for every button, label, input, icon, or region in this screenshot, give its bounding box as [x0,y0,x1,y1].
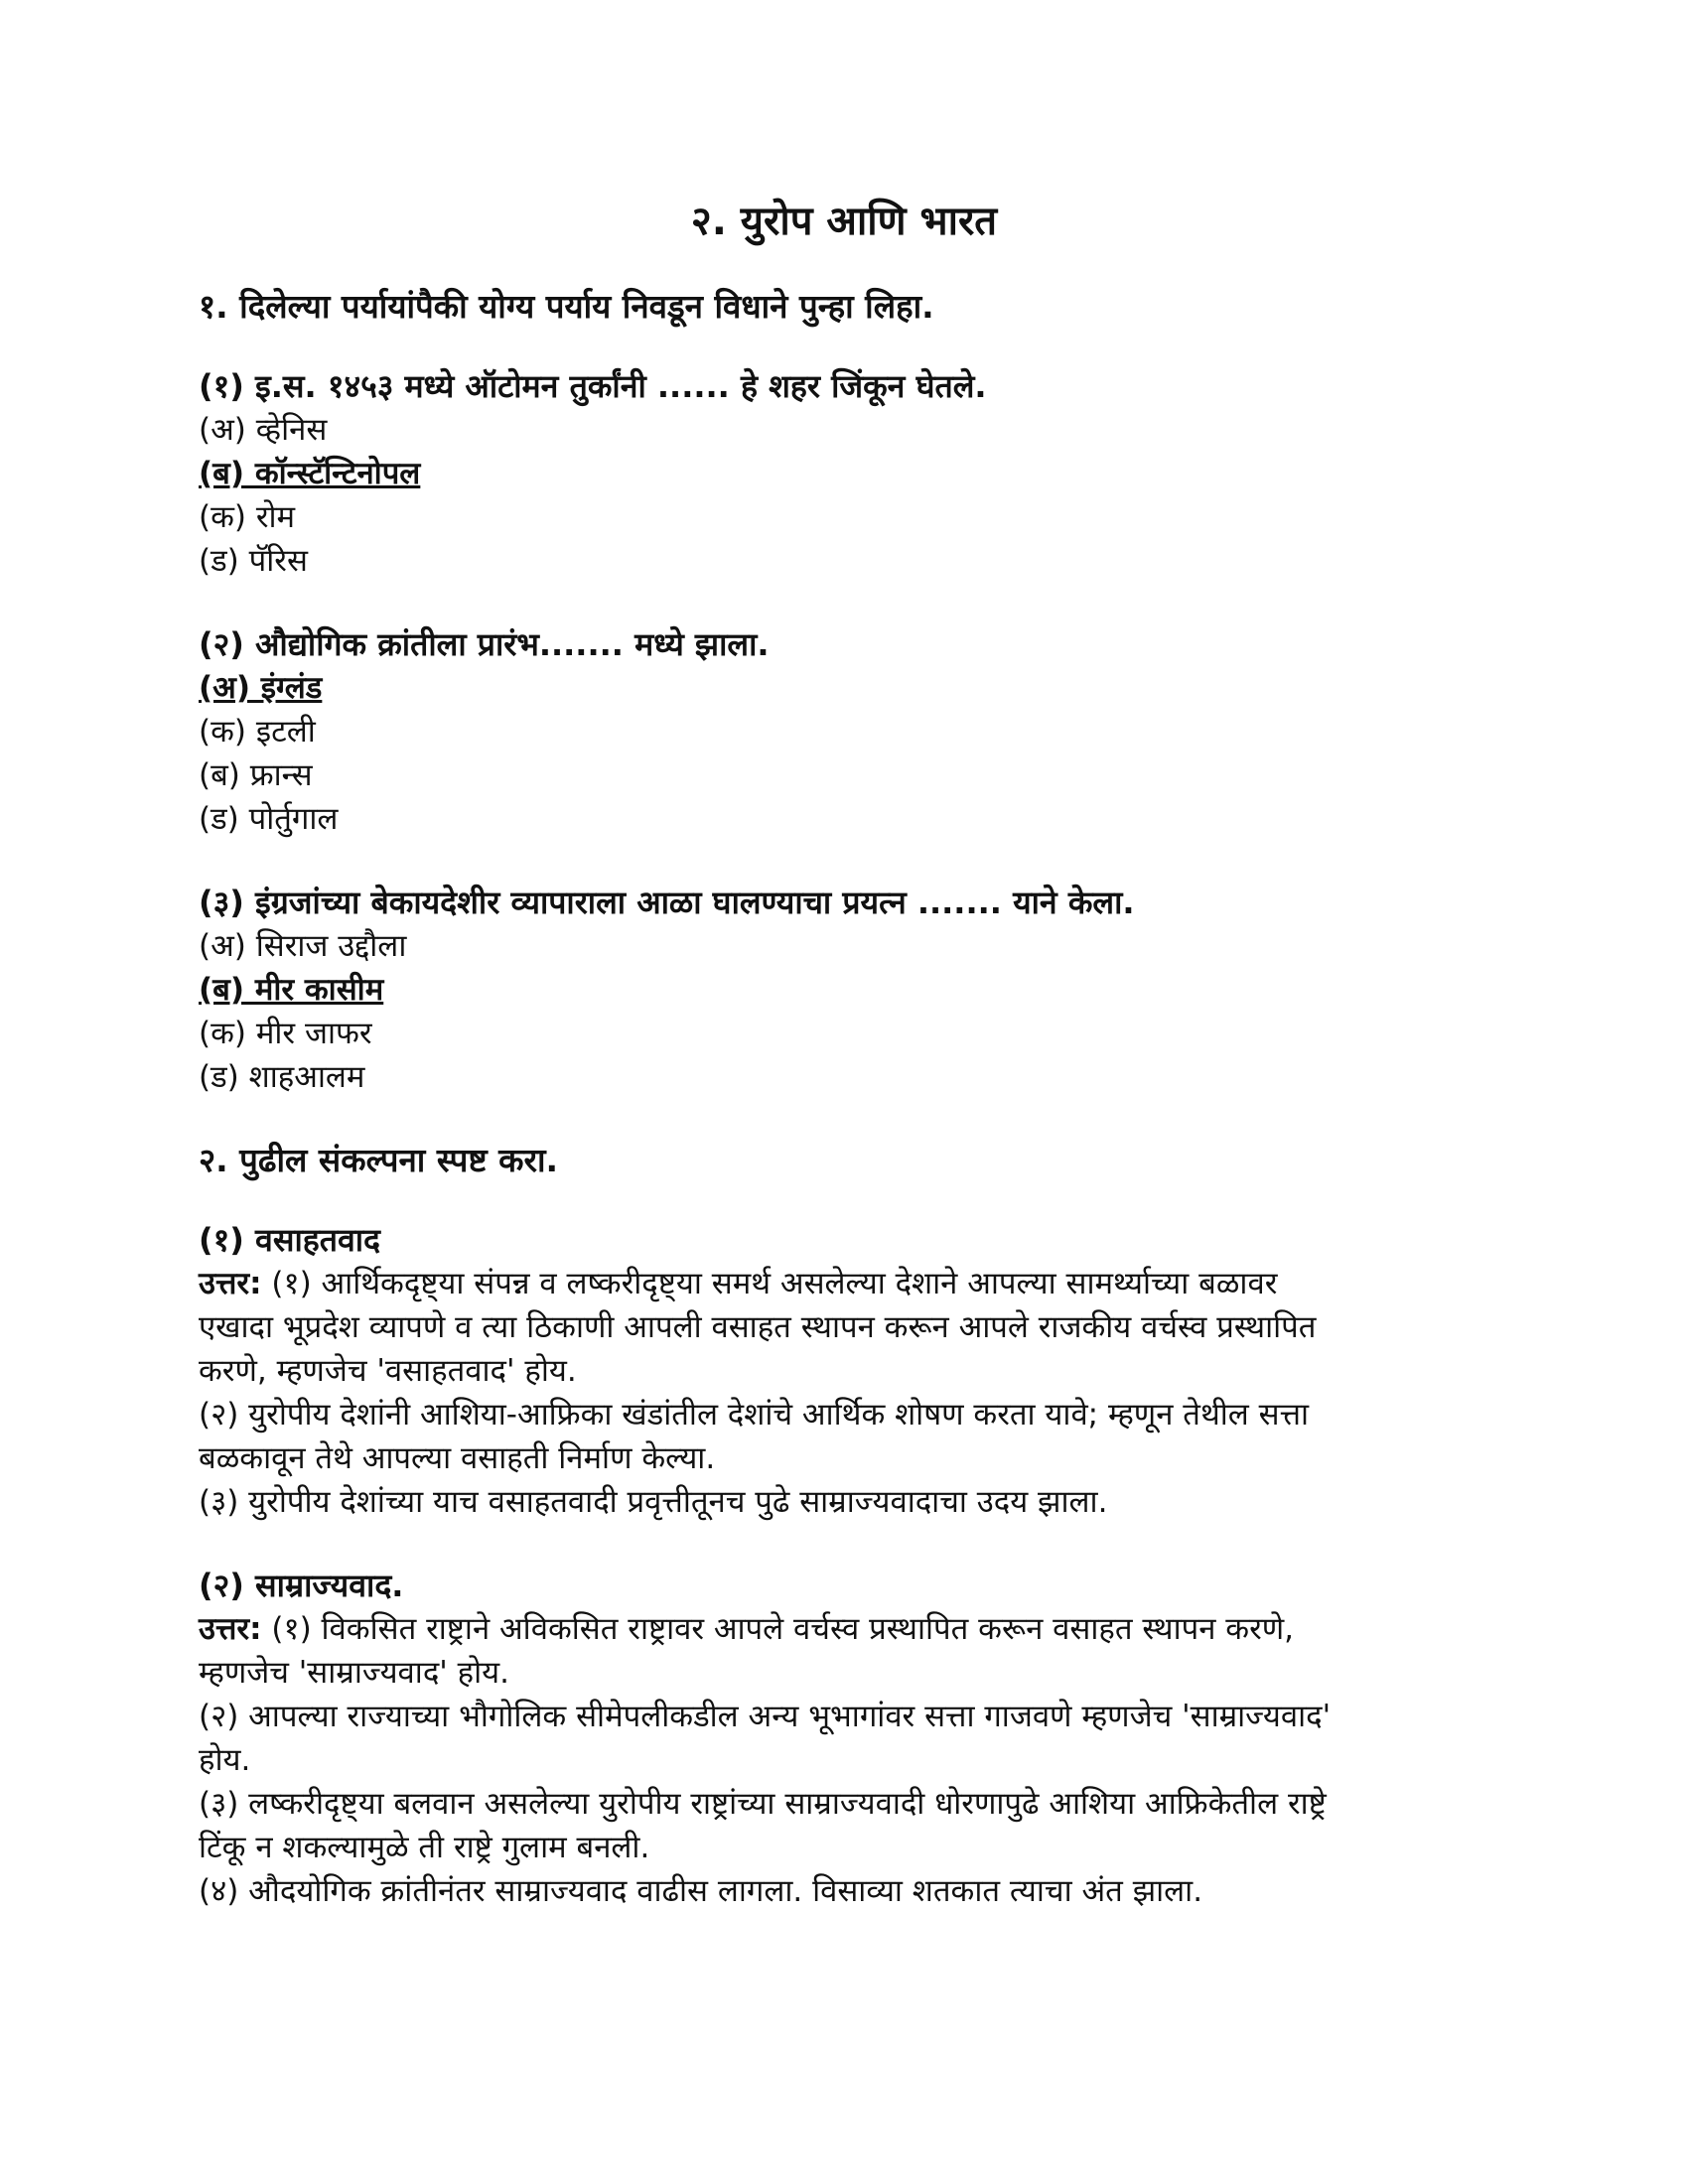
option-correct: (ब) कॉन्स्टॅन्टिनोपल [199,456,421,491]
answer-label: उत्तर: [199,1266,262,1301]
page-title: २. युरोप आणि भारत [690,199,998,244]
option-c: (क) मीर जाफर [199,1016,372,1051]
question-3 [199,881,1489,1099]
concept-title: (१) वसाहतवाद [199,1221,381,1259]
answer-text: (१) आर्थिकदृष्ट्या संपन्न व लष्करीदृष्ट्या समर्थ असलेल्या देशाने आपल्या सामर्थ्याच्या बळावर [261,1266,1278,1301]
question-text: (२) औद्योगिक क्रांतीला प्रारंभ....... मध्ये झाला. [199,625,770,663]
question-1 [199,364,1489,583]
option-a: (अ) सिराज उद्दौला [199,928,407,964]
option-correct: (अ) इंग्लंड [199,670,323,706]
answer-line: होय. [199,1742,251,1778]
answer-line: (२) युरोपीय देशांनी आशिया-आफ्रिका खंडांतील देशांचे आर्थिक शोषण करता यावे; म्हणून तेथील सत्ता [199,1397,1310,1433]
option-b: (ब) फ्रान्स [199,757,313,793]
question-text: (१) इ.स. १४५३ मध्ये ऑटोमन तुर्कांनी ...... हे शहर जिंकून घेतले. [199,367,987,405]
document-page [199,194,1489,1953]
section-heading: २. पुढील संकल्पना स्पष्ट करा. [199,1141,559,1179]
option-d: (ड) पोर्तुगाल [199,801,339,837]
option-d: (ड) शाहआलम [199,1059,365,1095]
section-concepts [199,1139,1489,1913]
section-heading: १. दिलेल्या पर्यायांपैकी योग्य पर्याय निवडून विधाने पुन्हा लिहा. [199,287,934,326]
answer-line: एखादा भूप्रदेश व्यापणे व त्या ठिकाणी आपली वसाहत स्थापन करून आपले राजकीय वर्चस्व प्रस्थापित [199,1309,1317,1345]
answer-line: टिंकू न शकल्यामुळे ती राष्ट्रे गुलाम बनली. [199,1830,650,1865]
answer-line: (४) औदयोगिक क्रांतीनंतर साम्राज्यवाद वाढीस लागला. विसाव्या शतकात त्याचा अंत झाला. [199,1873,1203,1909]
option-correct: (ब) मीर कासीम [199,972,384,1008]
concept-2 [199,1564,1489,1913]
answer-line [199,1607,1489,1651]
answer-line: करणे, म्हणजेच 'वसाहतवाद' होय. [199,1353,577,1389]
option-c: (क) रोम [199,499,296,535]
answer-line: (२) आपल्या राज्याच्या भौगोलिक सीमेपलीकडील अन्य भूभागांवर सत्ता गाजवणे म्हणजेच 'साम्राज्यवाद' [199,1699,1332,1734]
option-a: (अ) व्हेनिस [199,412,328,448]
answer-line: म्हणजेच 'साम्राज्यवाद' होय. [199,1655,509,1691]
answer-line: बळकावून तेथे आपल्या वसाहती निर्माण केल्या. [199,1440,716,1476]
answer-text: (१) विकसित राष्ट्राने अविकसित राष्ट्रावर आपले वर्चस्व प्रस्थापित करून वसाहत स्थापन करणे, [261,1611,1295,1647]
question-2 [199,622,1489,841]
option-c: (क) इटली [199,714,316,750]
concept-1 [199,1218,1489,1524]
answer-line: (३) युरोपीय देशांच्या याच वसाहतवादी प्रवृत्तीतूनच पुढे साम्राज्यवादाचा उदय झाला. [199,1484,1108,1520]
concept-title: (२) साम्राज्यवाद. [199,1567,404,1604]
section-mcq [199,285,1489,1099]
question-text: (३) इंग्रजांच्या बेकायदेशीर व्यापाराला आळा घालण्याचा प्रयत्न ....... याने केला. [199,884,1135,921]
answer-label: उत्तर: [199,1611,262,1647]
option-d: (ड) पॅरिस [199,543,308,579]
answer-line [199,1262,1489,1305]
answer-line: (३) लष्करीदृष्ट्या बलवान असलेल्या युरोपीय राष्ट्रांच्या साम्राज्यवादी धोरणापुढे आशिया आफ्रिकेतील राष्ट्रे [199,1786,1327,1822]
